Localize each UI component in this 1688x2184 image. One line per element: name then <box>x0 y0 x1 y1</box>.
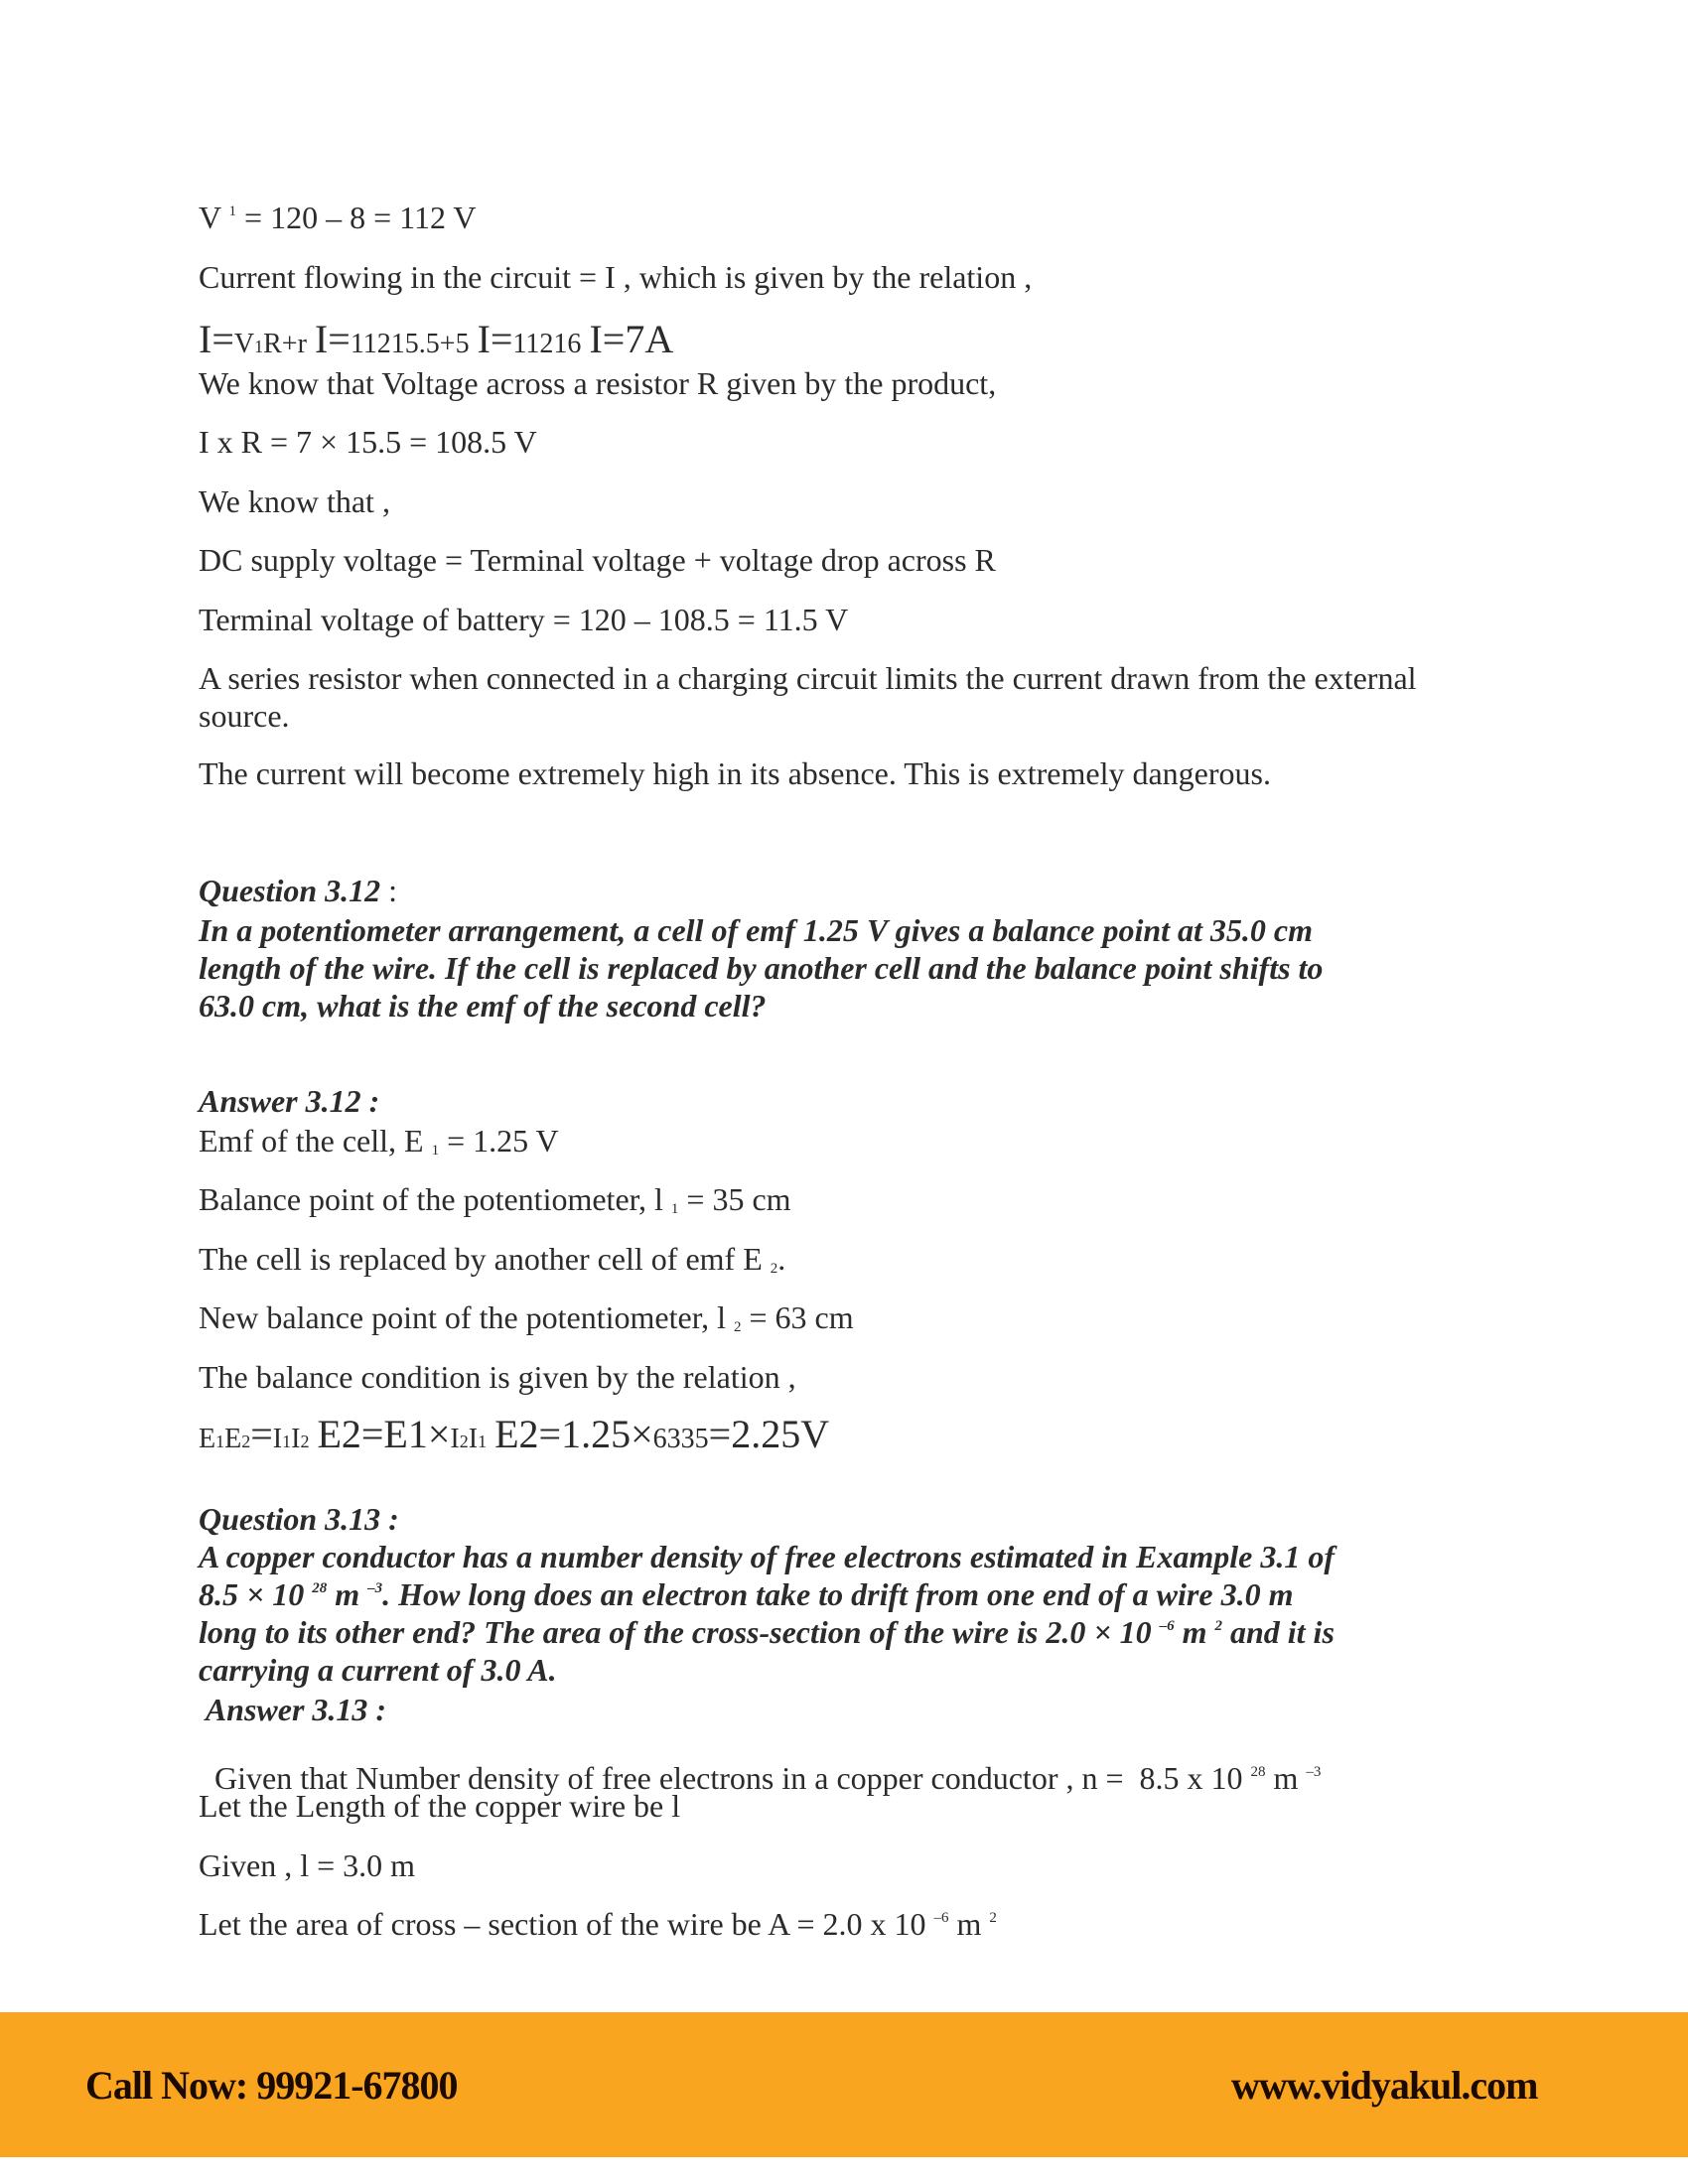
given-density <box>199 1730 1321 1794</box>
subscript: 2 <box>770 1261 778 1277</box>
formula-part: I= <box>314 317 351 361</box>
formula-part: E <box>199 1424 216 1454</box>
text: The cell is replaced by another cell of emf E <box>199 1241 771 1277</box>
question-3-13-heading: Question 3.13 : <box>199 1501 399 1537</box>
text: long to its other end? The area of the cross-section of the wire is 2.0 × 10 <box>199 1614 1160 1650</box>
formula-part: 6335 <box>652 1424 709 1454</box>
formula-part: E2=1.25× <box>494 1412 653 1456</box>
current-formula <box>199 317 674 361</box>
emf-line <box>199 1125 559 1159</box>
subscript: 1 <box>670 1201 679 1217</box>
superscript: 28 <box>1250 1764 1266 1780</box>
formula-result: =2.25V <box>708 1412 830 1456</box>
superscript: –6 <box>1159 1618 1175 1634</box>
text: m <box>1265 1760 1307 1796</box>
know-that: We know that , <box>199 483 390 519</box>
formula-subscript: 2 <box>459 1432 469 1451</box>
formula-part: = <box>250 1412 273 1456</box>
voltage-intro: We know that Voltage across a resistor R given by the product, <box>199 365 997 401</box>
current-intro: Current flowing in the circuit = I , which is given by the relation , <box>199 259 1033 295</box>
v-symbol: V <box>199 200 221 235</box>
text: Given that Number density of free electrons in a copper conductor , n = 8.5 x 10 <box>214 1760 1251 1796</box>
balance-point-1 <box>199 1183 791 1217</box>
formula-part: I <box>272 1424 283 1454</box>
text: New balance point of the potentiometer, l <box>199 1299 734 1335</box>
text: m <box>948 1906 990 1942</box>
length-let: Let the Length of the copper wire be l <box>199 1788 681 1824</box>
text: and it is <box>1221 1614 1335 1650</box>
balance-condition: The balance condition is given by the relation , <box>199 1359 796 1395</box>
superscript: 28 <box>312 1580 328 1596</box>
cell-replaced <box>199 1243 785 1277</box>
question-3-13-line <box>199 1578 1293 1610</box>
text: = 63 cm <box>741 1299 854 1335</box>
dc-supply-equation: DC supply voltage = Terminal voltage + voltage drop across R <box>199 542 996 578</box>
formula-subscript: 2 <box>300 1432 310 1451</box>
answer-3-12-heading: Answer 3.12 : <box>199 1083 380 1119</box>
superscript: 2 <box>989 1910 997 1926</box>
answer-3-13-heading: Answer 3.13 : <box>199 1692 387 1727</box>
footer-banner <box>0 2012 1688 2157</box>
series-resistor-line1: A series resistor when connected in a charging circuit limits the current drawn from the external <box>199 660 1417 696</box>
text: . <box>777 1241 786 1277</box>
subscript: 1 <box>431 1143 440 1159</box>
text: m <box>327 1576 368 1612</box>
text: Balance point of the potentiometer, l <box>199 1181 671 1217</box>
website-link[interactable]: www.vidyakul.com <box>1231 2063 1538 2108</box>
formula-part: I <box>468 1424 479 1454</box>
series-resistor-line2: source. <box>199 698 290 734</box>
formula-part: V <box>233 329 255 359</box>
text: 8.5 × 10 <box>199 1576 313 1612</box>
equation-rhs: = 120 – 8 = 112 V <box>244 200 477 235</box>
question-3-12-line: 63.0 cm, what is the emf of the second cell? <box>199 988 767 1024</box>
text: = 1.25 V <box>439 1123 559 1159</box>
superscript: –3 <box>367 1580 383 1596</box>
formula-part: I= <box>477 317 513 361</box>
question-3-13-line <box>199 1616 1335 1648</box>
text: . How long does an electron take to drift from one end of a wire 3.0 m <box>382 1576 1294 1612</box>
terminal-voltage-equation: Terminal voltage of battery = 120 – 108.5 = 11.5 V <box>199 602 849 637</box>
formula-part: 11215.5+5 <box>350 329 470 359</box>
text: = 35 cm <box>678 1181 791 1217</box>
text: Let the area of cross – section of the wire be A = 2.0 x 10 <box>199 1906 934 1942</box>
text: m <box>1174 1614 1215 1650</box>
danger-statement: The current will become extremely high in its absence. This is extremely dangerous. <box>199 755 1271 791</box>
formula-part: E2=E1× <box>317 1412 451 1456</box>
question-3-13-line: carrying a current of 3.0 A. <box>199 1652 557 1688</box>
text: Emf of the cell, E <box>199 1123 432 1159</box>
formula-part: I <box>450 1424 460 1454</box>
heading-text: Question 3.12 <box>199 873 381 908</box>
superscript: 2 <box>1214 1618 1222 1634</box>
question-3-12-line: length of the wire. If the cell is replaced by another cell and the balance point shifts to <box>199 950 1324 986</box>
formula-result: I=7A <box>589 317 674 361</box>
superscript: –3 <box>1306 1764 1322 1780</box>
formula-subscript: 1 <box>215 1432 225 1451</box>
formula-part: E <box>224 1424 242 1454</box>
question-3-13-line: A copper conductor has a number density of free electrons estimated in Example 3.1 of <box>199 1539 1335 1574</box>
question-3-12-heading <box>199 875 397 906</box>
subscript: 2 <box>733 1319 742 1335</box>
v1-equation <box>199 202 476 233</box>
balance-point-2 <box>199 1301 854 1335</box>
call-now-phone[interactable]: Call Now: 99921-67800 <box>85 2063 458 2108</box>
question-3-12-line: In a potentiometer arrangement, a cell of emf 1.25 V gives a balance point at 35.0 cm <box>199 912 1314 948</box>
formula-part: I= <box>199 317 234 361</box>
formula-part: I <box>291 1424 301 1454</box>
formula-subscript: 1 <box>254 337 264 356</box>
superscript: –6 <box>933 1910 949 1926</box>
formula-subscript: 2 <box>241 1432 251 1451</box>
ir-equation: I x R = 7 × 15.5 = 108.5 V <box>199 424 537 460</box>
emf-formula <box>199 1412 830 1456</box>
length-given: Given , l = 3.0 m <box>199 1847 416 1883</box>
formula-part: R+r <box>263 329 307 359</box>
superscript: 1 <box>228 204 237 219</box>
formula-subscript: 1 <box>282 1432 292 1451</box>
heading-colon: : <box>380 873 398 908</box>
formula-subscript: 1 <box>478 1432 488 1451</box>
area-line <box>199 1908 997 1940</box>
formula-part: 11216 <box>512 329 582 359</box>
